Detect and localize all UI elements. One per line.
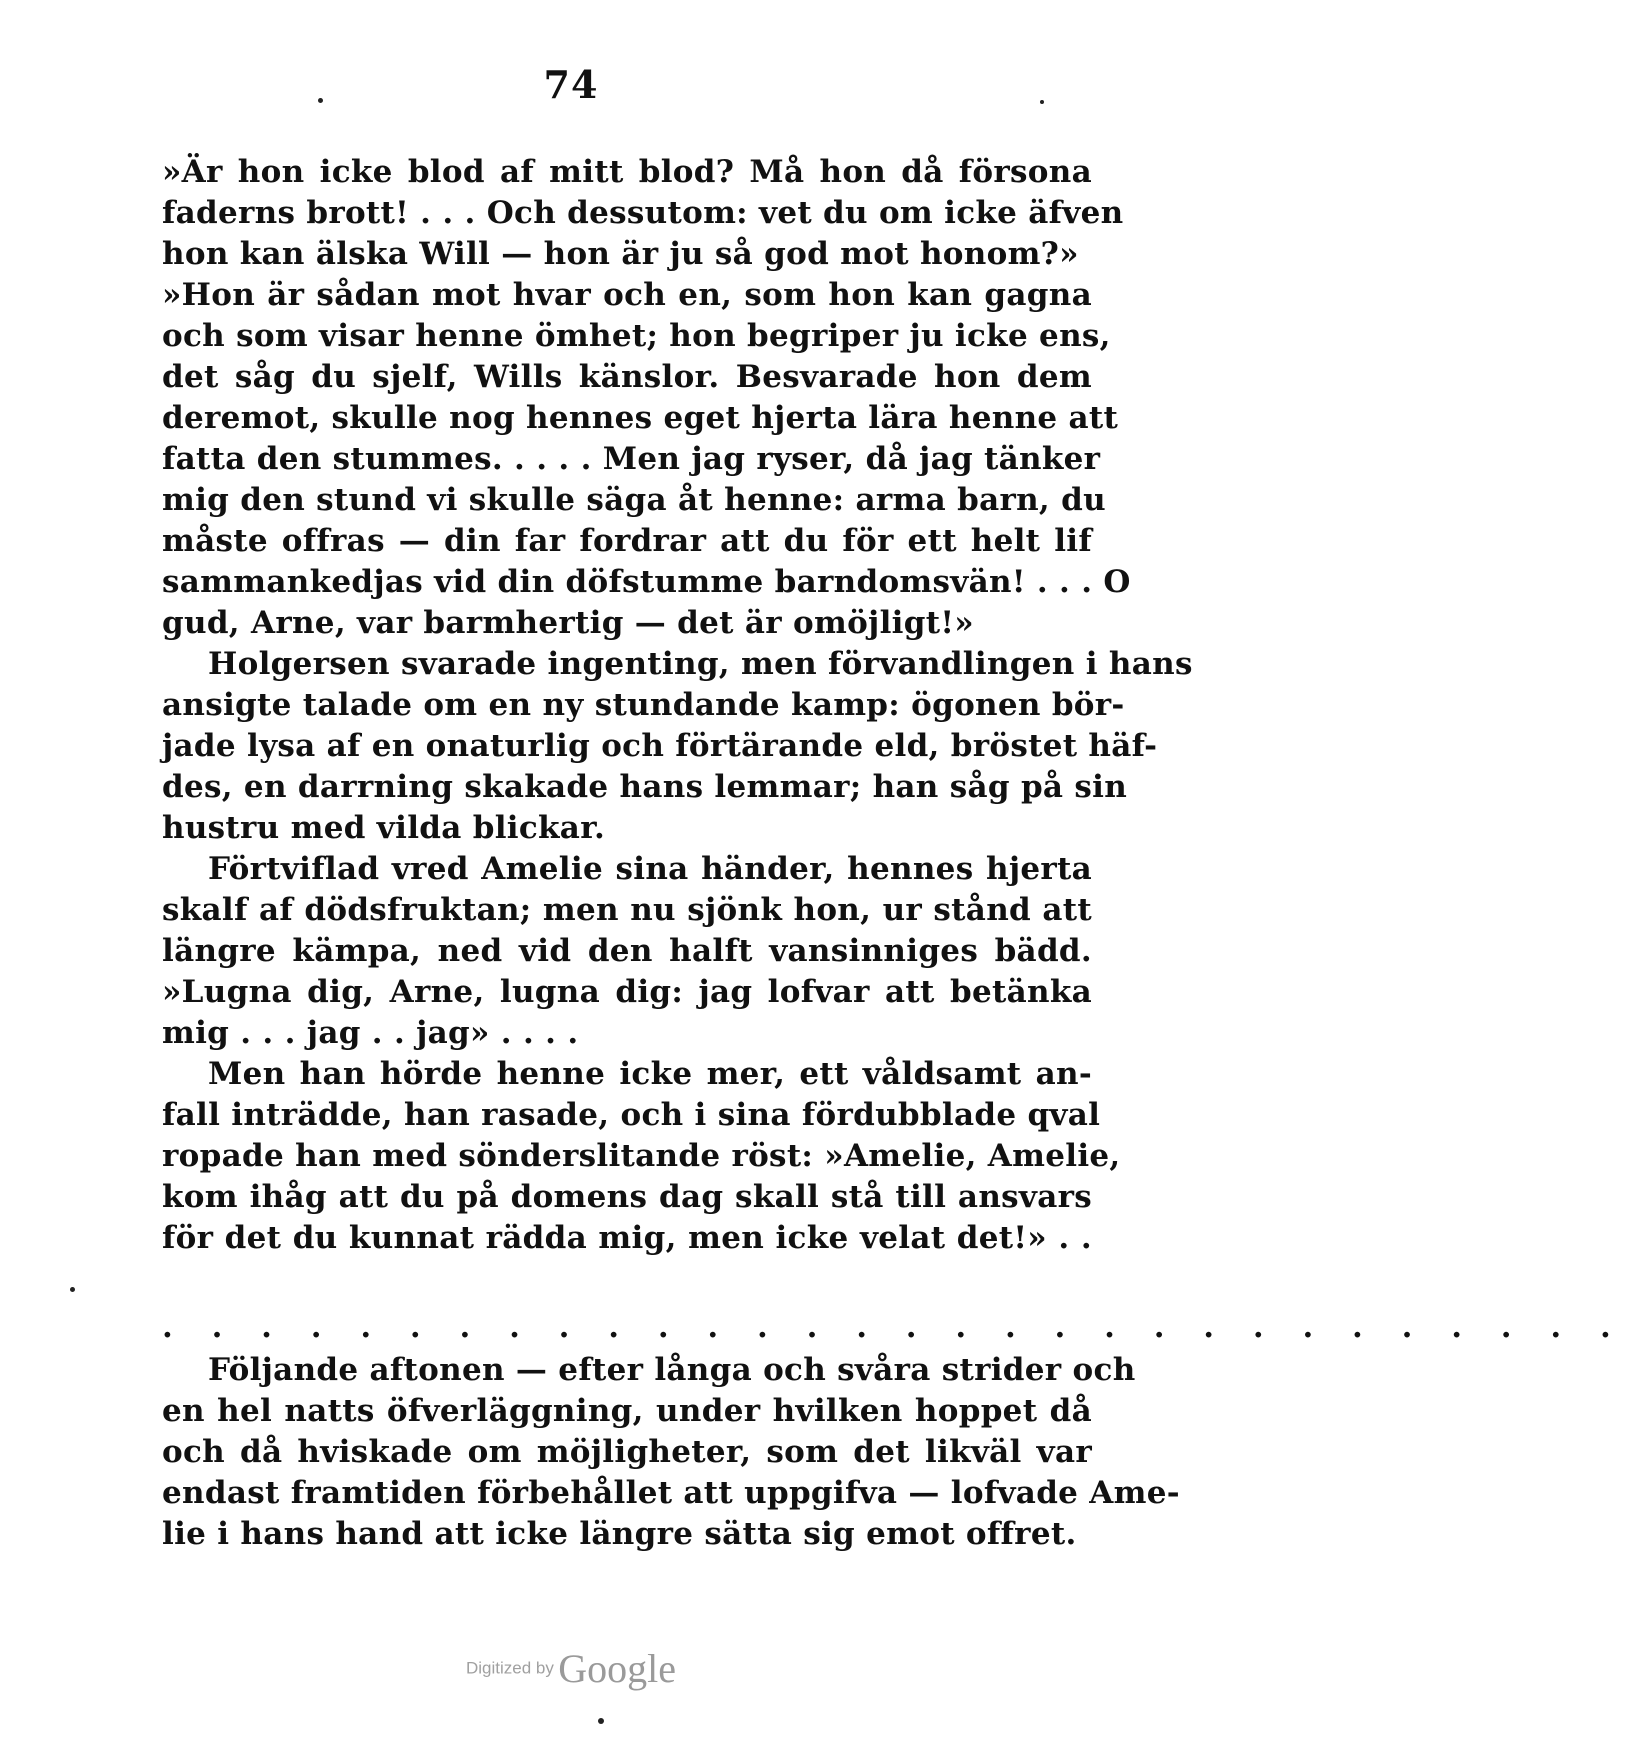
scan-speck <box>70 1287 75 1292</box>
text-line: måste offras — din far fordrar att du för ett helt lif <box>162 523 1092 559</box>
text-line: hon kan älska Will — hon är ju så god mot honom?» <box>162 236 1079 272</box>
text-line: faderns brott! . . . Och dessutom: vet du om icke äfven <box>162 195 1124 231</box>
text-line: »Hon är sådan mot hvar och en, som hon kan gagna <box>162 277 1092 313</box>
text-line: jade lysa af en onaturlig och förtärande eld, bröstet häf- <box>162 728 1158 764</box>
text-line: ansigte talade om en ny stundande kamp: ögonen bör- <box>162 687 1125 723</box>
text-line: kom ihåg att du på domens dag skall stå till ansvars <box>162 1179 1092 1215</box>
text-line: fall inträdde, han rasade, och i sina fördubblade qval <box>162 1097 1101 1133</box>
text-line: sammankedjas vid din döfstumme barndomsvän! . . . O <box>162 564 1131 600</box>
scan-speck <box>318 98 323 103</box>
body-text-closing <box>162 1350 1180 1555</box>
text-line: längre kämpa, ned vid den halft vansinniges bädd. <box>162 933 1092 969</box>
text-line: ropade han med sönderslitande röst: »Amelie, Amelie, <box>162 1138 1121 1174</box>
dotted-separator: . . . . . . . . . . . . . . . . . . . . . . . . . . . . . . <box>162 1309 1625 1345</box>
digitized-by-watermark <box>0 1645 1142 1692</box>
text-line: Men han hörde henne icke mer, ett våldsamt an- <box>208 1056 1092 1092</box>
text-line: för det du kunnat rädda mig, men icke velat det!» . . <box>162 1220 1092 1256</box>
text-line: »Är hon icke blod af mitt blod? Må hon då försona <box>162 154 1092 190</box>
text-line: Holgersen svarade ingenting, men förvandlingen i hans <box>208 646 1193 682</box>
text-line: Förtviflad vred Amelie sina händer, hennes hjerta <box>208 851 1092 887</box>
page-number: 74 <box>543 62 599 107</box>
text-line: och som visar henne ömhet; hon begriper ju icke ens, <box>162 318 1111 354</box>
scan-speck <box>598 1718 604 1724</box>
text-line: lie i hans hand att icke längre sätta sig emot offret. <box>162 1516 1077 1552</box>
text-line: des, en darrning skakade hans lemmar; han såg på sin <box>162 769 1128 805</box>
text-line: fatta den stummes. . . . . Men jag ryser, då jag tänker <box>162 441 1101 477</box>
text-line: hustru med vilda blickar. <box>162 810 606 846</box>
text-line: deremot, skulle nog hennes eget hjerta lära henne att <box>162 400 1119 436</box>
text-line: endast framtiden förbehållet att uppgifva — lofvade Ame- <box>162 1475 1180 1511</box>
body-text-separator <box>162 1307 1625 1348</box>
text-line: och då hviskade om möjligheter, som det likväl var <box>162 1434 1092 1470</box>
text-line: »Lugna dig, Arne, lugna dig: jag lofvar att betänka <box>162 974 1092 1010</box>
scan-speck <box>1040 100 1044 104</box>
text-line: det såg du sjelf, Wills känslor. Besvarade hon dem <box>162 359 1092 395</box>
digitized-label: Digitized by <box>465 1658 554 1678</box>
text-line: mig . . . jag . . jag» . . . . <box>162 1015 579 1051</box>
text-line: skalf af dödsfruktan; men nu sjönk hon, ur stånd att <box>162 892 1092 928</box>
text-line: en hel natts öfverläggning, under hvilken hoppet då <box>162 1393 1092 1429</box>
text-line: mig den stund vi skulle säga åt henne: arma barn, du <box>162 482 1106 518</box>
text-line: gud, Arne, var barmhertig — det är omöjligt!» <box>162 605 974 641</box>
google-logo: Google <box>558 1646 677 1691</box>
text-line: Följande aftonen — efter långa och svåra strider och <box>208 1352 1136 1388</box>
body-text-main <box>162 152 1193 1259</box>
